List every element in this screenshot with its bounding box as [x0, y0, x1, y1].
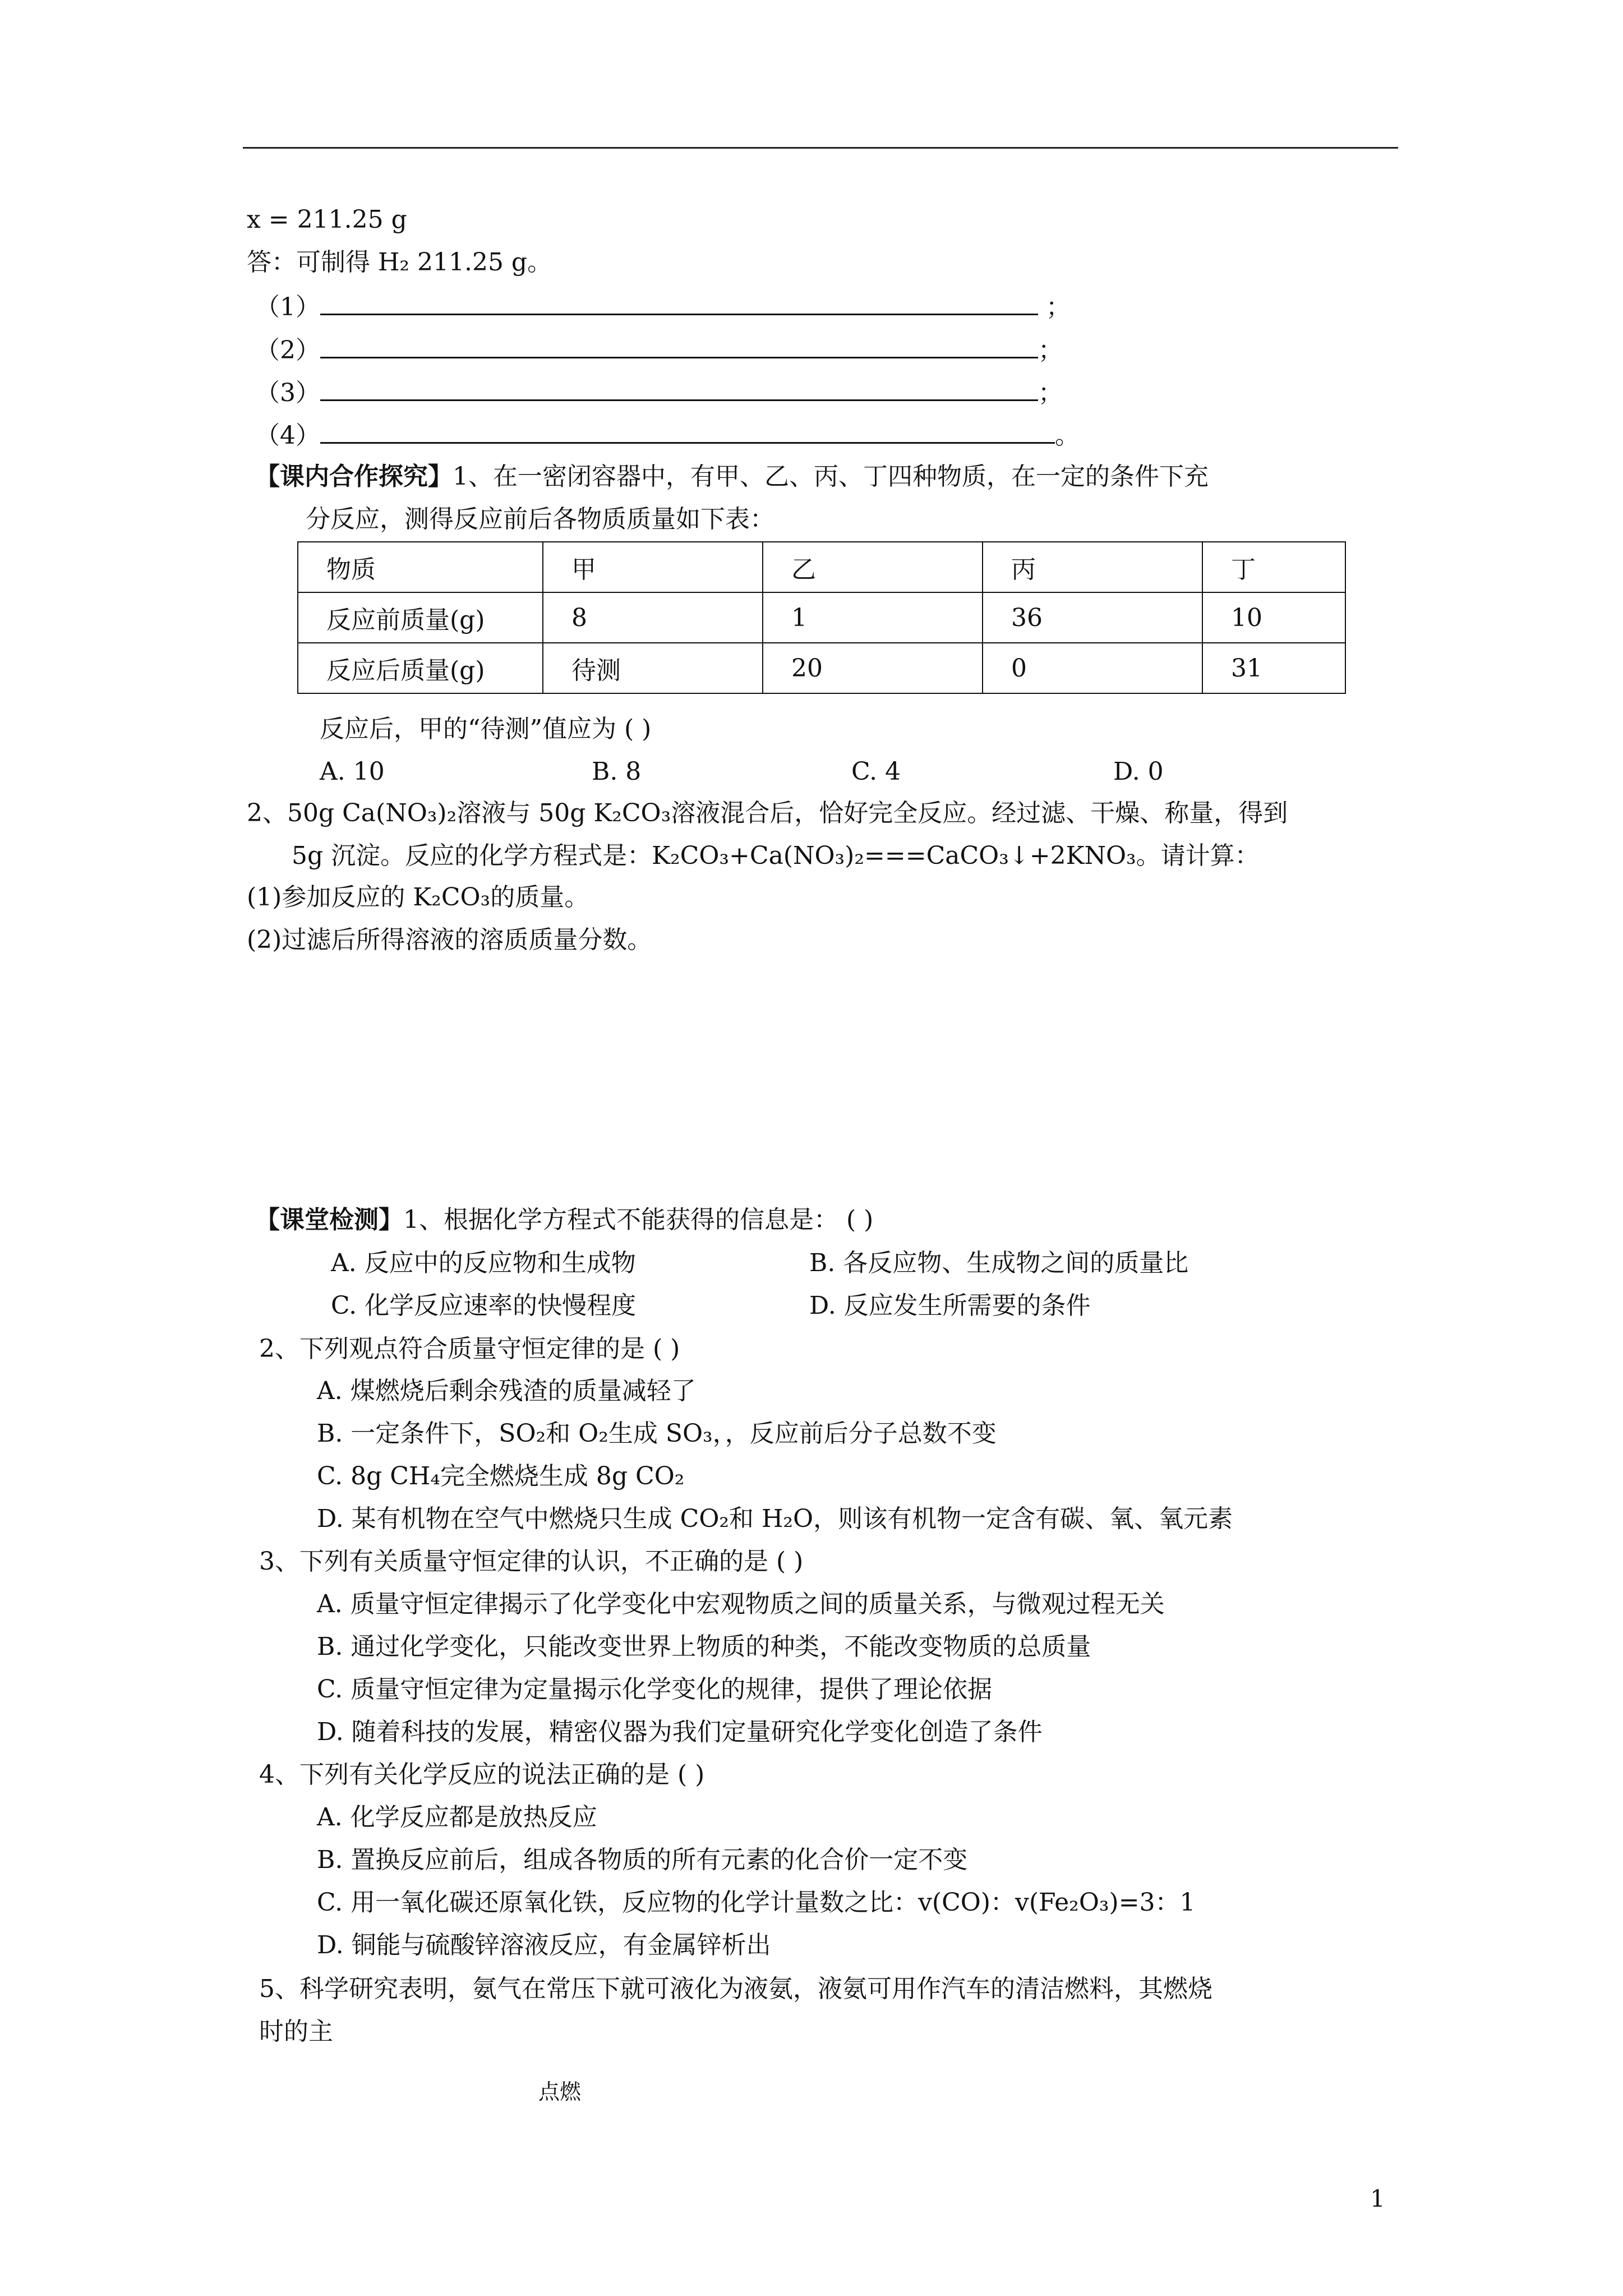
- check-q4: 4、下列有关化学反应的说法正确的是 ( ): [259, 1760, 705, 1789]
- check-q4-option-a: A. 化学反应都是放热反应: [317, 1803, 597, 1832]
- check-q4-option-d: D. 铜能与硫酸锌溶液反应，有金属锌析出: [317, 1931, 771, 1959]
- blank-end-1: ；: [1038, 293, 1071, 321]
- blank-line-2: [255, 332, 1063, 367]
- table-cell: 10: [1202, 592, 1345, 643]
- table-cell: 反应后质量(g): [298, 643, 543, 693]
- blank-4[interactable]: [320, 417, 1055, 444]
- blank-1[interactable]: [320, 289, 1038, 315]
- table-cell: 待测: [543, 643, 763, 693]
- table-cell: 8: [543, 592, 763, 643]
- explore-q2-line2: 5g 沉淀。反应的化学方程式是：K₂CO₃+Ca(NO₃)₂===CaCO₃↓+2KNO₃。请计算：: [292, 841, 1260, 870]
- check-q3-option-d: D. 随着科技的发展，精密仪器为我们定量研究化学变化创造了条件: [317, 1718, 1043, 1746]
- blank-label-2: （2）: [255, 336, 320, 365]
- check-q1-option-c: C. 化学反应速率的快慢程度: [331, 1291, 637, 1320]
- explore-q2-line1: 2、50g Ca(NO₃)₂溶液与 50g K₂CO₃溶液混合后，恰好完全反应。经过滤、干燥、称量，得到: [247, 799, 1288, 827]
- blank-label-4: （4）: [255, 421, 320, 450]
- check-q3-option-a: A. 质量守恒定律揭示了化学变化中宏观物质之间的质量关系，与微观过程无关: [317, 1590, 1165, 1618]
- blank-line-3: [255, 375, 1063, 410]
- check-q3: 3、下列有关质量守恒定律的认识，不正确的是 ( ): [259, 1547, 804, 1576]
- mass-table: [297, 541, 1346, 694]
- check-q1-option-d: D. 反应发生所需要的条件: [809, 1291, 1091, 1320]
- explore-q1-option-a: A. 10: [320, 757, 385, 786]
- check-q1-option-b: B. 各反应物、生成物之间的质量比: [809, 1249, 1189, 1277]
- explore-q1-option-c: C. 4: [851, 757, 901, 786]
- check-q1-text: 1、根据化学方程式不能获得的信息是： ( ): [403, 1205, 874, 1234]
- explore-q1-text: 1、在一密闭容器中，有甲、乙、丙、丁四种物质，在一定的条件下充: [453, 462, 1209, 491]
- explore-q2-sub2: (2)过滤后所得溶液的溶质质量分数。: [247, 926, 652, 954]
- check-q2-option-b: B. 一定条件下，SO₂和 O₂生成 SO₃，，反应前后分子总数不变: [317, 1419, 997, 1448]
- table-cell: 丙: [983, 542, 1202, 592]
- check-q2-option-a: A. 煤燃烧后剩余残渣的质量减轻了: [317, 1377, 696, 1405]
- table-cell: 反应前质量(g): [298, 592, 543, 643]
- table-header-row: [298, 542, 1345, 592]
- table-cell: 1: [763, 592, 983, 643]
- table-cell: 物质: [298, 542, 543, 592]
- table-row: [298, 592, 1345, 643]
- explore-q2-sub1: (1)参加反应的 K₂CO₃的质量。: [247, 883, 589, 912]
- table-cell: 31: [1202, 643, 1345, 693]
- table-cell: 0: [983, 643, 1202, 693]
- blank-line-1: [255, 289, 1071, 324]
- explore-q1-line2: 分反应，测得反应前后各物质质量如下表：: [306, 505, 774, 533]
- blank-3[interactable]: [320, 375, 1038, 401]
- blank-label-3: （3）: [255, 379, 320, 407]
- table-row: [298, 643, 1345, 693]
- table-cell: 36: [983, 592, 1202, 643]
- check-heading: 【课堂检测】: [255, 1205, 403, 1234]
- check-q1-line: [255, 1203, 873, 1237]
- page-number: 1: [1370, 2185, 1385, 2212]
- explore-q1-option-d: D. 0: [1113, 757, 1164, 786]
- table-cell: 丁: [1202, 542, 1345, 592]
- check-q4-option-c: C. 用一氧化碳还原氧化铁，反应物的化学计量数之比：v(CO)：v(Fe₂O₃)=3：1: [317, 1888, 1196, 1917]
- check-q5-line2: 时的主: [259, 2017, 333, 2046]
- check-q5-line1: 5、科学研究表明，氨气在常压下就可液化为液氨，液氨可用作汽车的清洁燃料，其燃烧: [259, 1975, 1212, 2003]
- explore-heading: 【课内合作探究】: [255, 462, 453, 491]
- check-q3-option-b: B. 通过化学变化，只能改变世界上物质的种类，不能改变物质的总质量: [317, 1632, 1091, 1661]
- calc-line: x = 211.25 g: [247, 205, 407, 234]
- check-q3-option-c: C. 质量守恒定律为定量揭示化学变化的规律，提供了理论依据: [317, 1675, 993, 1704]
- explore-q1-question: 反应后，甲的“待测”值应为 ( ): [320, 715, 652, 743]
- ignite-label: 点燃: [538, 2079, 582, 2104]
- blank-end-3: ；: [1038, 379, 1063, 407]
- blank-end-2: ；: [1038, 336, 1063, 365]
- check-q4-option-b: B. 置换反应前后，组成各物质的所有元素的化合价一定不变: [317, 1846, 968, 1874]
- blank-2[interactable]: [320, 332, 1038, 358]
- explore-q1-line1: [255, 460, 1209, 494]
- blank-end-4: 。: [1055, 421, 1080, 450]
- table-cell: 甲: [543, 542, 763, 592]
- answer-line: 答：可制得 H₂ 211.25 g。: [247, 248, 552, 277]
- check-q2-option-c: C. 8g CH₄完全燃烧生成 8g CO₂: [317, 1462, 685, 1490]
- check-q2-option-d: D. 某有机物在空气中燃烧只生成 CO₂和 H₂O，则该有机物一定含有碳、氧、氧元素: [317, 1504, 1233, 1533]
- check-q2: 2、下列观点符合质量守恒定律的是 ( ): [259, 1335, 680, 1363]
- check-q1-option-a: A. 反应中的反应物和生成物: [331, 1249, 636, 1277]
- table-cell: 乙: [763, 542, 983, 592]
- blank-label-1: （1）: [255, 293, 320, 321]
- header-rule: [243, 147, 1398, 149]
- explore-q1-option-b: B. 8: [592, 757, 642, 786]
- blank-line-4: [255, 417, 1080, 453]
- table-cell: 20: [763, 643, 983, 693]
